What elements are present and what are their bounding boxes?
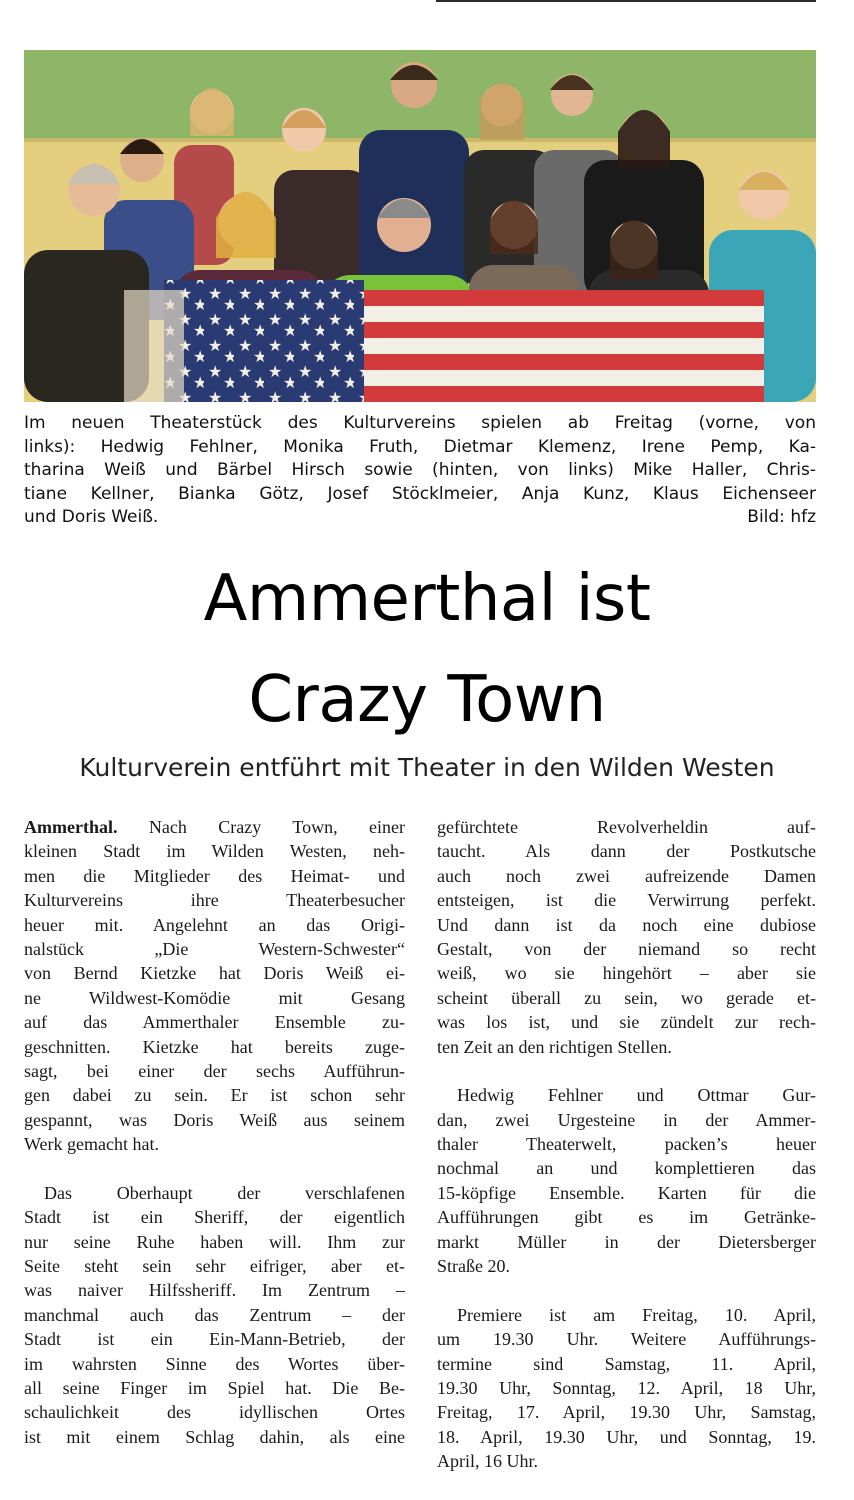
article-line: 18. April, 19.30 Uhr, und Sonntag, 19. — [437, 1426, 816, 1447]
article-line: auf das Ammerthaler Ensemble zu- — [24, 1012, 405, 1033]
article-line: schaulichkeit des idyllischen Ortes — [24, 1402, 405, 1423]
article-line: Stadt ist ein Sheriff, der eigentlich — [24, 1207, 405, 1228]
article-line: sagt, bei einer der sechs Aufführun- — [24, 1060, 405, 1081]
caption-end-text: und Doris Weiß. — [24, 507, 159, 528]
article-line: geschnitten. Kietzke hat bereits zuge- — [24, 1036, 405, 1057]
caption-line: tiane Kellner, Bianka Götz, Josef Stöcklmeier, Anja Kunz, Klaus Eichenseer — [24, 483, 816, 504]
article-line: dan, zwei Urgesteine in der Ammer- — [437, 1109, 816, 1130]
article-line: nalstück „Die Western-Schwester“ — [24, 938, 405, 959]
group-photo — [24, 50, 816, 402]
article-line — [24, 815, 405, 839]
article-line: Aufführungen gibt es im Getränke- — [437, 1207, 816, 1228]
headline-line-1: Ammerthal ist — [203, 562, 651, 636]
caption-last-line — [24, 506, 816, 530]
article-line: markt Müller in der Dietersberger — [437, 1231, 816, 1252]
article-line: April, 16 Uhr. — [437, 1451, 538, 1472]
article-line: heuer mit. Angelehnt an das Origi- — [24, 914, 405, 935]
article-line: gen dabei zu sein. Er ist schon sehr — [24, 1085, 405, 1106]
article-line: 15-köpfige Ensemble. Karten für die — [437, 1182, 816, 1203]
top-rule — [436, 0, 816, 2]
article-line: weiß, wo sie hingehört – aber sie — [437, 963, 816, 984]
article-line: von Bernd Kietzke hat Doris Weiß ei- — [24, 963, 405, 984]
article-line: gefürchtete Revolverheldin auf- — [437, 817, 816, 837]
article-line: Straße 20. — [437, 1256, 510, 1277]
article-line: manchmal auch das Zentrum – der — [24, 1304, 405, 1325]
article-line: kleinen Stadt im Wilden Westen, neh- — [24, 841, 405, 862]
article-line: Premiere ist am Freitag, 10. April, — [457, 1304, 816, 1325]
article-column-left — [24, 815, 405, 1449]
article-line: ten Zeit an den richtigen Stellen. — [437, 1036, 672, 1057]
subheadline: Kulturverein entführt mit Theater in den Wilden Westen — [79, 753, 775, 782]
article-line: nochmal an und komplettieren das — [437, 1158, 816, 1179]
article-line: Hedwig Fehlner und Ottmar Gur- — [457, 1085, 816, 1106]
headline-line-2: Crazy Town — [248, 663, 606, 737]
article-line: Werk gemacht hat. — [24, 1134, 159, 1155]
photo-credit: Bild: hfz — [747, 507, 816, 528]
article-line: ist mit einem Schlag dahin, als eine — [24, 1426, 405, 1447]
article-line: nur seine Ruhe haben will. Ihm zur — [24, 1231, 405, 1252]
article-line: entsteigen, ist die Verwirrung perfekt. — [437, 890, 816, 911]
article-line: taucht. Als dann der Postkutsche — [437, 841, 816, 862]
article-line: Kulturvereins ihre Theaterbesucher — [24, 890, 405, 911]
article-line: ne Wildwest-Komödie mit Gesang — [24, 987, 405, 1008]
article-line: men die Mitglieder des Heimat- und — [24, 865, 405, 886]
article-line: Freitag, 17. April, 19.30 Uhr, Samstag, — [437, 1402, 816, 1423]
article-line: Seite steht sein sehr eifriger, aber et- — [24, 1256, 405, 1277]
article-line: all seine Finger im Spiel hat. Die Be- — [24, 1377, 405, 1398]
article-line: auch noch zwei aufreizende Damen — [437, 865, 816, 886]
article-line-text: Nach Crazy Town, einer — [148, 817, 405, 837]
group-photo-with-us-flag-icon — [24, 50, 816, 402]
article-line: scheint überall zu sein, wo gerade et- — [437, 987, 816, 1008]
article-line: Gestalt, von der niemand so recht — [437, 938, 816, 959]
article-line: Stadt ist ein Ein-Mann-Betrieb, der — [24, 1329, 405, 1350]
paragraph-gap — [437, 1059, 816, 1083]
caption-line: tharina Weiß und Bärbel Hirsch sowie (hinten, von links) Mike Haller, Chris- — [24, 460, 816, 481]
article-line: 19.30 Uhr, Sonntag, 12. April, 18 Uhr, — [437, 1377, 816, 1398]
article-line: Und dann ist da noch eine dubiose — [437, 914, 816, 935]
caption-line: links): Hedwig Fehlner, Monika Fruth, Dietmar Klemenz, Irene Pemp, Ka- — [24, 436, 816, 457]
article-line: thaler Theaterwelt, packen’s heuer — [437, 1134, 816, 1155]
article-line: was naiver Hilfssheriff. Im Zentrum – — [24, 1280, 405, 1301]
caption-line: Im neuen Theaterstück des Kulturvereins spielen ab Freitag (vorne, von — [24, 413, 816, 433]
article-line: gespannt, was Doris Weiß aus seinem — [24, 1109, 405, 1130]
article-column-right — [437, 815, 816, 1474]
dateline: Ammerthal. — [24, 817, 149, 837]
article-line: termine sind Samstag, 11. April, — [437, 1353, 816, 1374]
photo-caption — [24, 412, 816, 530]
article-line: Das Oberhaupt der verschlafenen — [44, 1182, 405, 1203]
article-line: was los ist, und sie zündelt zur rech- — [437, 1012, 816, 1033]
paragraph-gap — [24, 1156, 405, 1180]
article-line: um 19.30 Uhr. Weitere Aufführungs- — [437, 1329, 816, 1350]
article-line: im wahrsten Sinne des Wortes über- — [24, 1353, 405, 1374]
paragraph-gap — [437, 1278, 816, 1302]
